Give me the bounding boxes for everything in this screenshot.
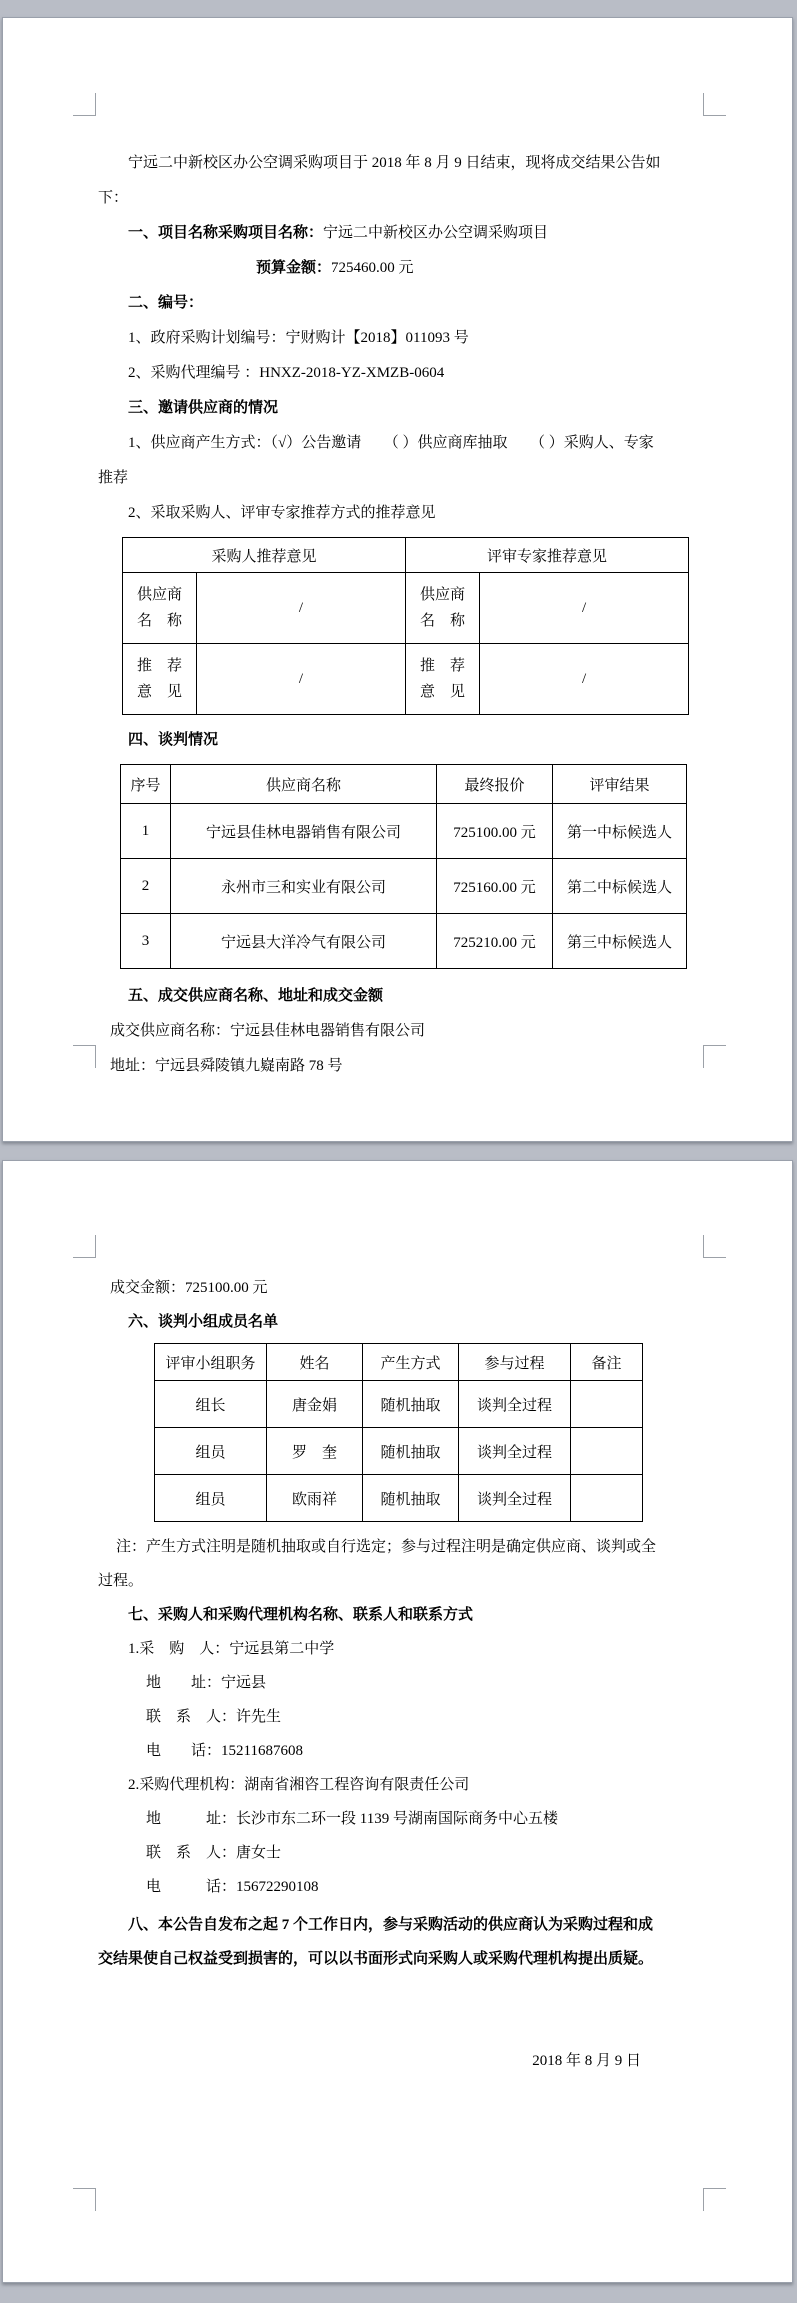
- table-row: [123, 644, 689, 715]
- supplier-name-label-cell: [406, 573, 480, 644]
- buyer-contact-line: 联 系 人：许先生: [146, 1709, 282, 1725]
- margin-corner-mark: [703, 93, 726, 116]
- table-cell: 罗 奎: [267, 1428, 363, 1475]
- section-8-line-2: 交结果使自己权益受到损害的，可以以书面形式向采购人或采购代理机构提出质疑。: [98, 1951, 654, 1967]
- buyer-opinion-header-cell: 采购人推荐意见: [123, 538, 406, 573]
- note-line-1: 注：产生方式注明是随机抽取或自行选定；参与过程注明是确定供应商、谈判或全: [116, 1539, 657, 1555]
- agency-address-line: 地 址：长沙市东二环一段 1139 号湖南国际商务中心五楼: [146, 1811, 558, 1827]
- table-row: [155, 1475, 643, 1522]
- table-cell: 宁远县大洋冷气有限公司: [171, 914, 437, 969]
- table-cell: 第一中标候选人: [553, 804, 687, 859]
- column-header: 供应商名称: [171, 765, 437, 804]
- table-row: [123, 573, 689, 644]
- section-1-heading: 一、项目名称采购项目名称：: [128, 225, 324, 241]
- table-cell: 组长: [155, 1381, 267, 1428]
- agency-phone-line: 电 话：15672290108: [146, 1879, 319, 1895]
- winner-name-line: 成交供应商名称：宁远县佳林电器销售有限公司: [110, 1023, 426, 1039]
- section-7-heading: 七、采购人和采购代理机构名称、联系人和联系方式: [128, 1607, 474, 1623]
- buyer-name-line: 1.采 购 人：宁远县第二中学: [128, 1641, 335, 1657]
- column-header: 备注: [571, 1344, 643, 1381]
- table-cell: 1: [121, 804, 171, 859]
- label-line: 推 荐: [136, 658, 182, 674]
- budget-value: 725460.00 元: [331, 260, 414, 276]
- margin-corner-mark: [703, 2188, 726, 2211]
- note-line-2: 过程。: [98, 1573, 144, 1589]
- column-header: 最终报价: [437, 765, 553, 804]
- negotiation-team-table: [154, 1343, 643, 1522]
- table-row: [121, 859, 687, 914]
- page-2-content: [98, 1161, 699, 2078]
- label-line: 名 称: [420, 613, 466, 629]
- column-header: 姓名: [267, 1344, 363, 1381]
- table-cell: 谈判全过程: [459, 1475, 571, 1522]
- label-line: 意 见: [136, 684, 182, 700]
- table-cell: /: [480, 644, 689, 715]
- intro-line-2: 下：: [98, 190, 129, 206]
- recommendation-intro-line: 2、采取采购人、评审专家推荐方式的推荐意见: [128, 505, 436, 521]
- document-page-1: [2, 17, 793, 1142]
- column-header: 评审结果: [553, 765, 687, 804]
- announcement-date: 2018 年 8 月 9 日: [532, 2053, 641, 2069]
- agency-name-line: 2.采购代理机构：湖南省湘咨工程咨询有限责任公司: [128, 1777, 470, 1793]
- supplier-name-label-cell: [123, 573, 197, 644]
- section-1-line: [128, 216, 699, 251]
- table-row: [121, 804, 687, 859]
- label-line: 名 称: [136, 613, 182, 629]
- table-row: [121, 914, 687, 969]
- supplier-method-line-1: 1、供应商产生方式：（√）公告邀请 （ ）供应商库抽取 （ ）采购人、专家: [128, 435, 654, 451]
- document-page-2: [2, 1160, 793, 2283]
- negotiation-table: [120, 764, 687, 969]
- column-header: 参与过程: [459, 1344, 571, 1381]
- agency-contact-line: 联 系 人：唐女士: [146, 1845, 282, 1861]
- column-header: 评审小组职务: [155, 1344, 267, 1381]
- table-cell: 725160.00 元: [437, 859, 553, 914]
- label-line: 推 荐: [420, 658, 466, 674]
- table-cell: 725210.00 元: [437, 914, 553, 969]
- margin-corner-mark: [73, 1235, 96, 1258]
- table-cell: /: [197, 644, 406, 715]
- table-cell: 随机抽取: [363, 1428, 459, 1475]
- table-row: [155, 1428, 643, 1475]
- buyer-phone-line: 电 话：15211687608: [146, 1743, 303, 1759]
- deal-amount-line: 成交金额：725100.00 元: [110, 1280, 268, 1296]
- table-cell: 725100.00 元: [437, 804, 553, 859]
- table-row: [155, 1381, 643, 1428]
- table-cell: 永州市三和实业有限公司: [171, 859, 437, 914]
- table-cell: 谈判全过程: [459, 1381, 571, 1428]
- section-6-heading: 六、谈判小组成员名单: [128, 1314, 279, 1330]
- table-cell: /: [197, 573, 406, 644]
- table-cell: 2: [121, 859, 171, 914]
- label-line: 供应商: [420, 587, 466, 603]
- winner-address-line: 地址：宁远县舜陵镇九嶷南路 78 号: [110, 1058, 343, 1074]
- table-row: [123, 538, 689, 573]
- margin-corner-mark: [73, 2188, 96, 2211]
- table-cell: 谈判全过程: [459, 1428, 571, 1475]
- table-cell: 第三中标候选人: [553, 914, 687, 969]
- label-line: 供应商: [136, 587, 182, 603]
- agency-number-line: 2、采购代理编号 ：HNXZ-2018-YZ-XMZB-0604: [128, 365, 445, 381]
- budget-line: [256, 251, 699, 286]
- table-cell: 唐金娟: [267, 1381, 363, 1428]
- page-1-content: [98, 18, 699, 1084]
- table-cell: 随机抽取: [363, 1475, 459, 1522]
- section-5-heading: 五、成交供应商名称、地址和成交金额: [128, 988, 384, 1004]
- table-cell: /: [480, 573, 689, 644]
- recommendation-table: [122, 537, 689, 715]
- table-header-row: [121, 765, 687, 804]
- budget-label: 预算金额：: [256, 260, 332, 276]
- table-cell: [571, 1428, 643, 1475]
- table-cell: [571, 1381, 643, 1428]
- section-1-value: 宁远二中新校区办公空调采购项目: [323, 225, 549, 241]
- supplier-method-line-2: 推荐: [98, 470, 129, 486]
- section-8-line-1: 八、本公告自发布之起 7 个工作日内，参与采购活动的供应商认为采购过程和成: [128, 1917, 654, 1933]
- table-cell: 3: [121, 914, 171, 969]
- margin-corner-mark: [73, 93, 96, 116]
- margin-corner-mark: [703, 1235, 726, 1258]
- plan-number-line: 1、政府采购计划编号：宁财购计【2018】011093 号: [128, 330, 469, 346]
- intro-line-1: 宁远二中新校区办公空调采购项目于 2018 年 8 月 9 日结束，现将成交结果公告如: [128, 155, 661, 171]
- buyer-address-line: 地 址：宁远县: [146, 1675, 267, 1691]
- section-2-heading: 二、编号：: [128, 295, 204, 311]
- table-cell: 第二中标候选人: [553, 859, 687, 914]
- table-header-row: [155, 1344, 643, 1381]
- column-header: 产生方式: [363, 1344, 459, 1381]
- table-cell: [571, 1475, 643, 1522]
- table-cell: 欧雨祥: [267, 1475, 363, 1522]
- label-line: 意 见: [420, 684, 466, 700]
- expert-opinion-header-cell: 评审专家推荐意见: [406, 538, 689, 573]
- margin-corner-mark: [73, 1045, 96, 1068]
- recommend-opinion-label-cell: [406, 644, 480, 715]
- table-cell: 组员: [155, 1475, 267, 1522]
- table-cell: 组员: [155, 1428, 267, 1475]
- section-4-heading: 四、谈判情况: [128, 732, 219, 748]
- margin-corner-mark: [703, 1045, 726, 1068]
- table-cell: 宁远县佳林电器销售有限公司: [171, 804, 437, 859]
- table-cell: 随机抽取: [363, 1381, 459, 1428]
- column-header: 序号: [121, 765, 171, 804]
- section-3-heading: 三、邀请供应商的情况: [128, 400, 279, 416]
- recommend-opinion-label-cell: [123, 644, 197, 715]
